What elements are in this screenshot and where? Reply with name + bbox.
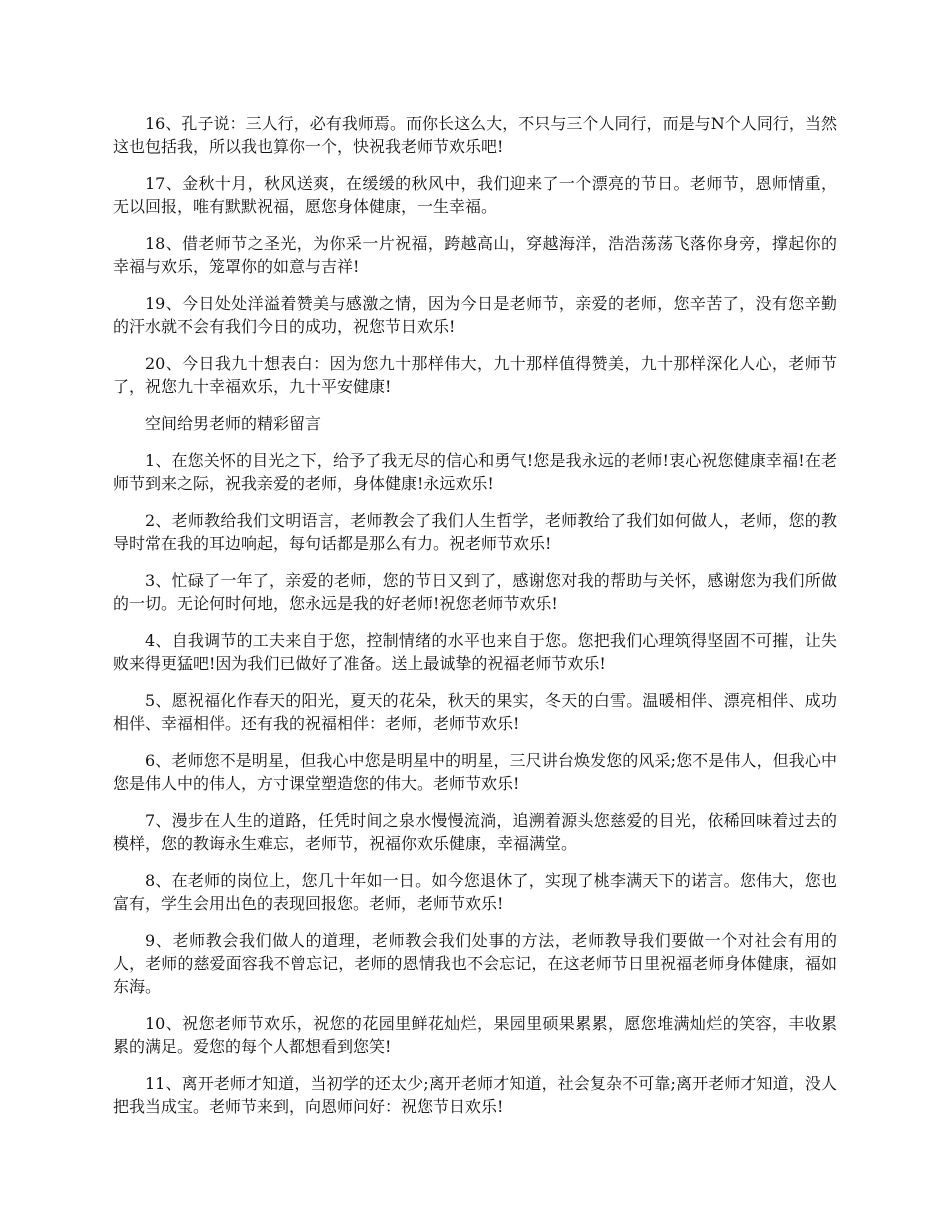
paragraph-8: 8、在老师的岗位上，您几十年如一日。如今您退休了，实现了桃李满天下的诺言。您伟大，您也富有，学生会用出色的表现回报您。老师，老师节欢乐! [113,871,837,913]
document-page [113,112,837,1132]
paragraph-2: 2、老师教给我们文明语言，老师教会了我们人生哲学，老师教给了我们如何做人，老师，您的教导时常在我的耳边响起，每句话都是那么有力。祝老师节欢乐! [113,511,837,553]
paragraph-19: 19、今日处处洋溢着赞美与感激之情，因为今日是老师节，亲爱的老师，您辛苦了，没有您辛勤的汗水就不会有我们今日的成功，祝您节日欢乐! [113,294,837,336]
paragraph-16: 16、孔子说：三人行，必有我师焉。而你长这么大，不只与三个人同行，而是与N个人同行，当然这也包括我，所以我也算你一个，快祝我老师节欢乐吧! [113,114,837,156]
paragraph-10: 10、祝您老师节欢乐，祝您的花园里鲜花灿烂，果园里硕果累累，愿您堆满灿烂的笑容，丰收累累的满足。爱您的每个人都想看到您笑! [113,1014,837,1056]
section-heading: 空间给男老师的精彩留言 [145,414,322,433]
paragraph-17: 17、金秋十月，秋风送爽，在缓缓的秋风中，我们迎来了一个漂亮的节日。老师节，恩师情重，无以回报，唯有默默祝福，愿您身体健康，一生幸福。 [113,174,837,216]
paragraph-11: 11、离开老师才知道，当初学的还太少;离开老师才知道，社会复杂不可靠;离开老师才知道，没人把我当成宝。老师节来到，向恩师问好：祝您节日欢乐! [113,1074,837,1116]
paragraph-7: 7、漫步在人生的道路，任凭时间之泉水慢慢流淌，追溯着源头您慈爱的目光，依稀回味着过去的模样，您的教诲永生难忘，老师节，祝福你欢乐健康，幸福满堂。 [113,811,837,853]
paragraph-9: 9、老师教会我们做人的道理，老师教会我们处事的方法，老师教导我们要做一个对社会有用的人，老师的慈爱面容我不曾忘记，老师的恩情我也不会忘记，在这老师节日里祝福老师身体健康，福如东海。 [113,931,837,996]
paragraph-6: 6、老师您不是明星，但我心中您是明星中的明星，三尺讲台焕发您的风采;您不是伟人，但我心中您是伟人中的伟人，方寸课堂塑造您的伟大。老师节欢乐! [113,751,837,793]
paragraph-18: 18、借老师节之圣光，为你采一片祝福，跨越高山，穿越海洋，浩浩荡荡飞落你身旁，撑起你的幸福与欢乐，笼罩你的如意与吉祥! [113,234,837,276]
paragraph-1: 1、在您关怀的目光之下，给予了我无尽的信心和勇气!您是我永远的老师!衷心祝您健康幸福!在老师节到来之际，祝我亲爱的老师，身体健康!永远欢乐! [113,451,837,493]
paragraph-3: 3、忙碌了一年了，亲爱的老师，您的节日又到了，感谢您对我的帮助与关怀，感谢您为我们所做的一切。无论何时何地，您永远是我的好老师!祝您老师节欢乐! [113,571,837,613]
paragraph-5: 5、愿祝福化作春天的阳光，夏天的花朵，秋天的果实，冬天的白雪。温暖相伴、漂亮相伴、成功相伴、幸福相伴。还有我的祝福相伴：老师，老师节欢乐! [113,691,837,733]
paragraph-4: 4、自我调节的工夫来自于您，控制情绪的水平也来自于您。您把我们心理筑得坚固不可摧，让失败来得更猛吧!因为我们已做好了准备。送上最诚挚的祝福老师节欢乐! [113,631,837,673]
paragraph-20: 20、今日我九十想表白：因为您九十那样伟大，九十那样值得赞美，九十那样深化人心，老师节了，祝您九十幸福欢乐，九十平安健康! [113,354,837,396]
